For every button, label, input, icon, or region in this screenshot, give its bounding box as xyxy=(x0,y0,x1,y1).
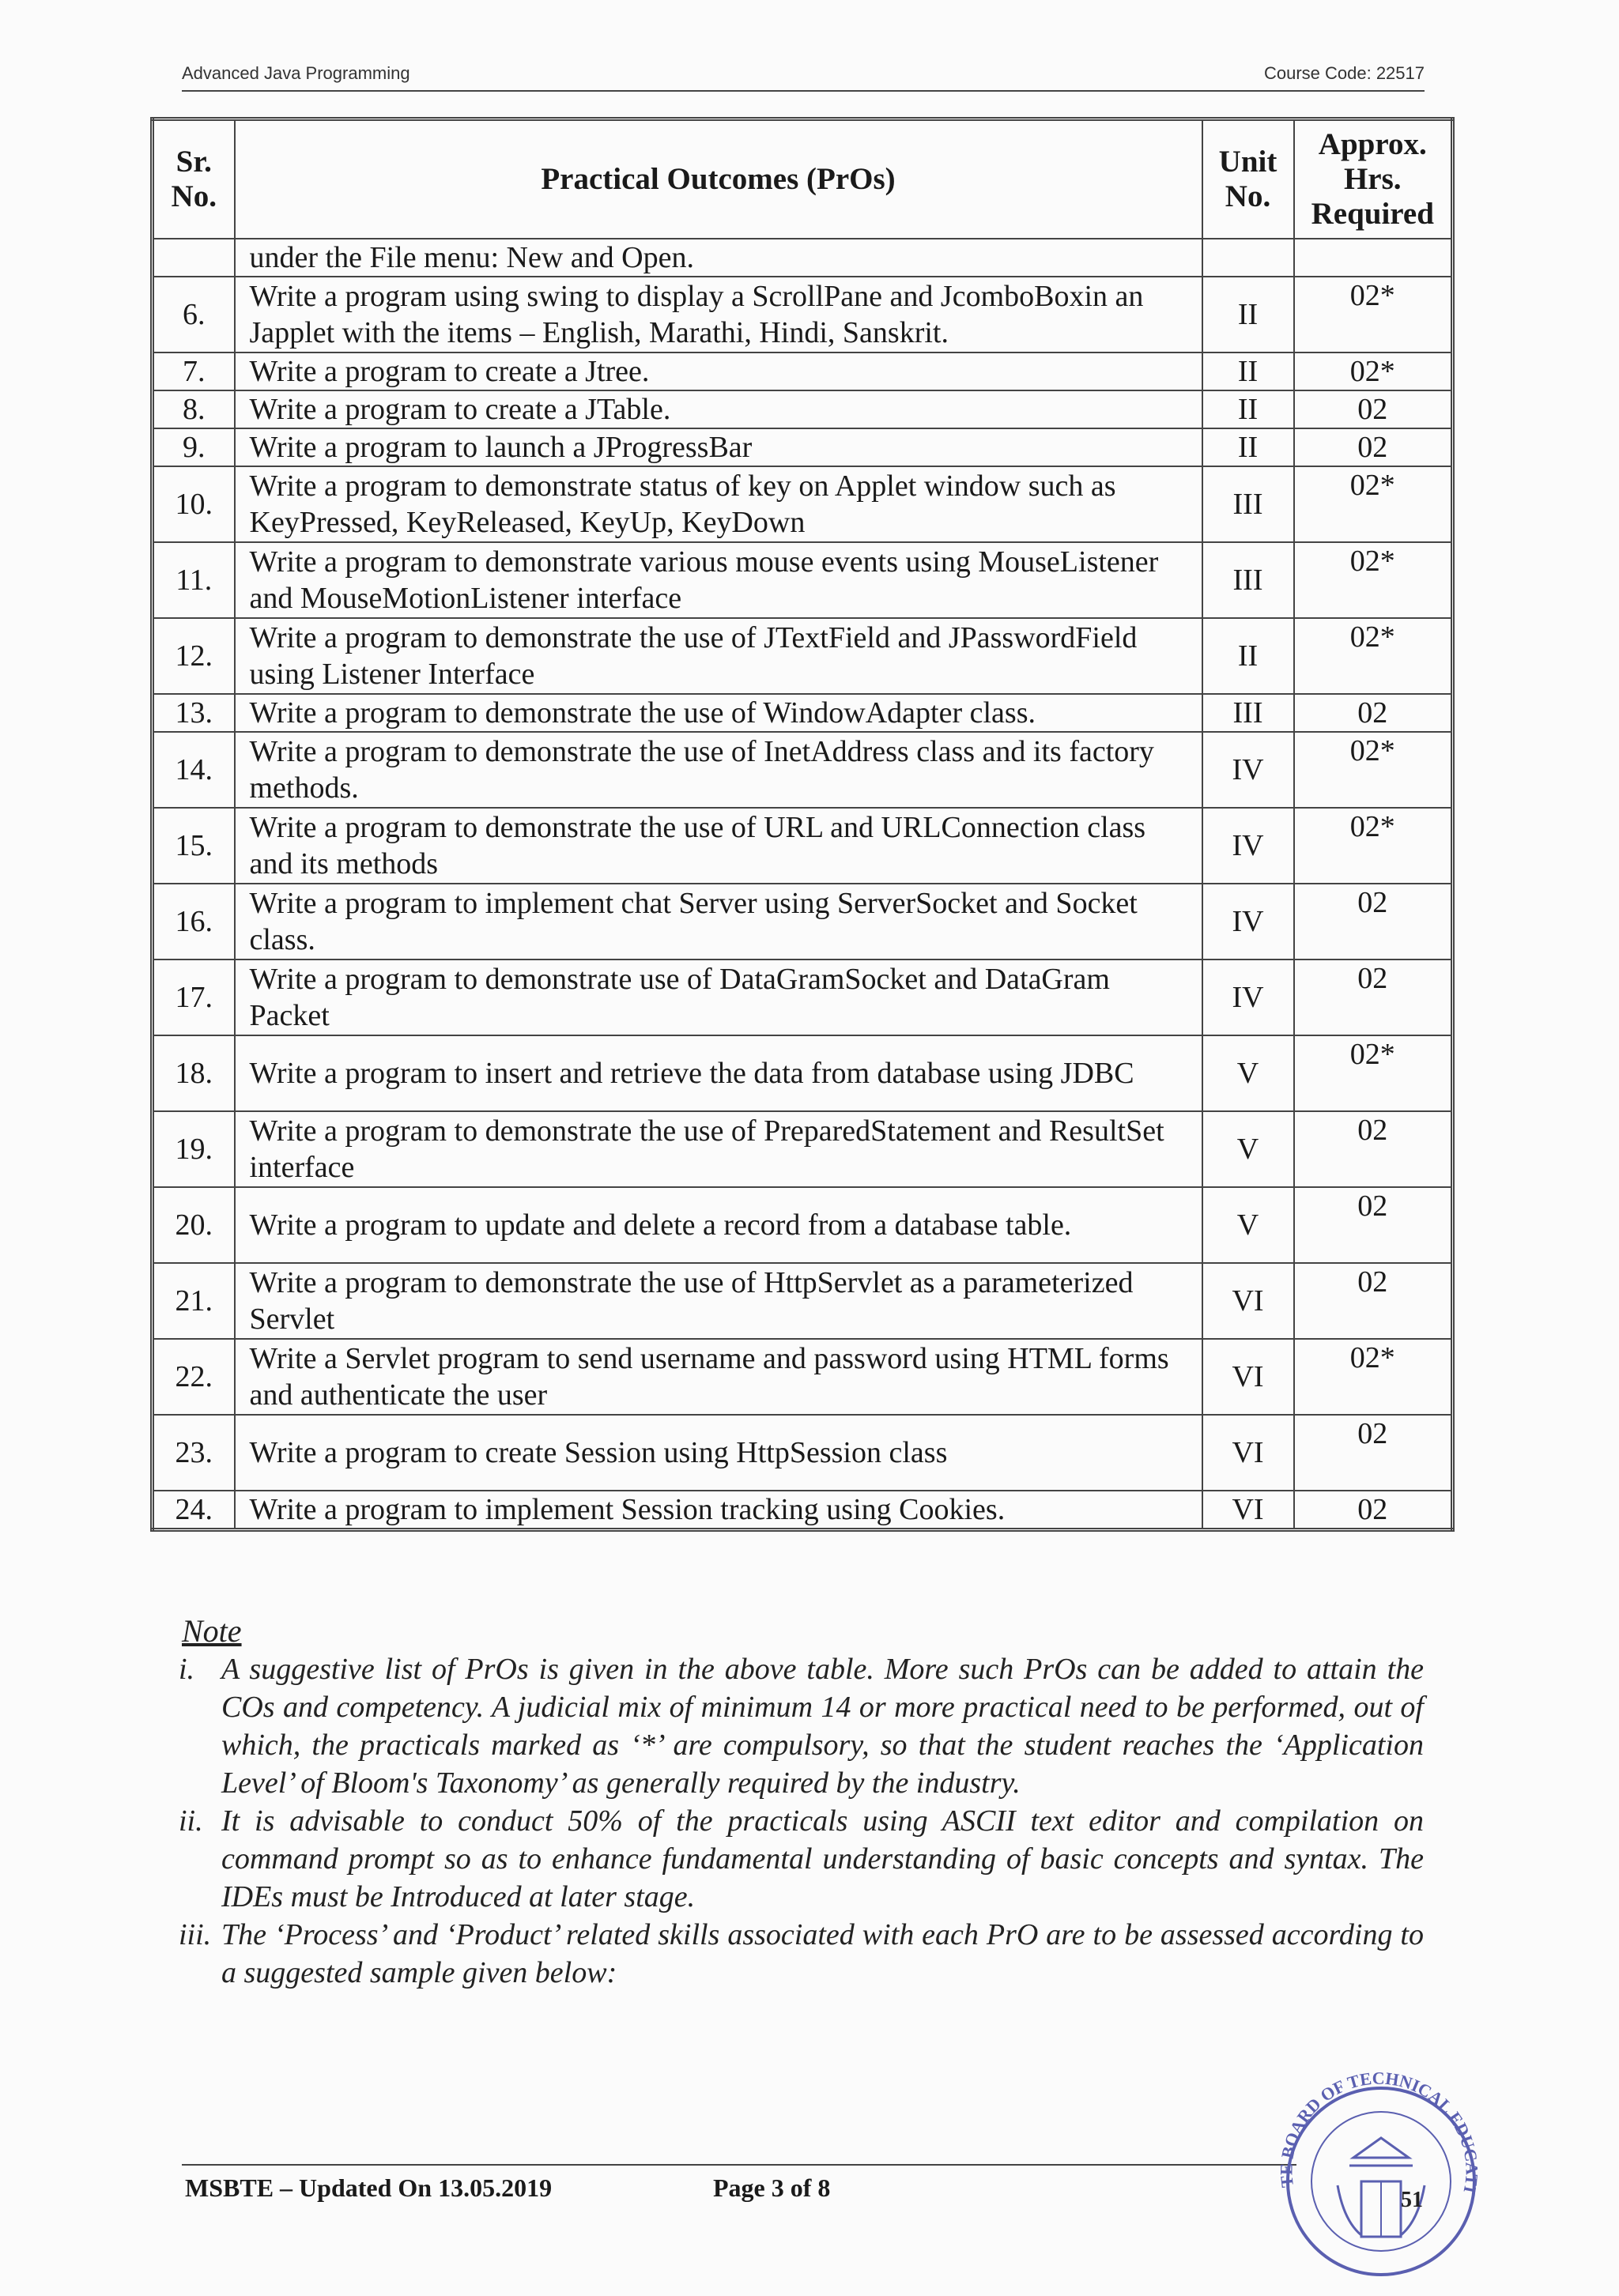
row-hrs: 02* xyxy=(1294,542,1453,618)
row-sr: 20. xyxy=(153,1187,235,1263)
row-sr: 17. xyxy=(153,959,235,1035)
row-sr: 23. xyxy=(153,1415,235,1491)
table-row xyxy=(153,732,1453,808)
note-item xyxy=(179,1916,1424,1992)
row-pro: Write a program using swing to display a ScrollPane and JcomboBoxin an Japplet with the items – English, Marathi, Hindi, Sanskrit. xyxy=(235,277,1202,353)
table-row xyxy=(153,428,1453,466)
row-unit: II xyxy=(1202,428,1294,466)
row-pro: Write a program to create a Jtree. xyxy=(235,353,1202,390)
row-pro: Write a program to demonstrate various mouse events using MouseListener and MouseMotionListener interface xyxy=(235,542,1202,618)
row-unit: II xyxy=(1202,277,1294,353)
row-pro: under the File menu: New and Open. xyxy=(235,239,1202,277)
table-row xyxy=(153,1263,1453,1339)
row-unit xyxy=(1202,239,1294,277)
note-number: iii. xyxy=(179,1918,212,1951)
table-row xyxy=(153,959,1453,1035)
row-pro: Write a program to demonstrate use of DataGramSocket and DataGram Packet xyxy=(235,959,1202,1035)
course-code: Course Code: 22517 xyxy=(1263,63,1425,83)
row-unit: V xyxy=(1202,1111,1294,1187)
row-pro: Write a program to demonstrate the use of PreparedStatement and ResultSet interface xyxy=(235,1111,1202,1187)
row-sr: 24. xyxy=(153,1491,235,1530)
row-pro: Write a program to demonstrate the use of URL and URLConnection class and its methods xyxy=(235,808,1202,884)
note-number: i. xyxy=(179,1653,195,1686)
row-sr: 9. xyxy=(153,428,235,466)
row-pro: Write a program to launch a JProgressBar xyxy=(235,428,1202,466)
row-hrs: 02 xyxy=(1294,1187,1453,1263)
row-pro: Write a program to implement chat Server using ServerSocket and Socket class. xyxy=(235,884,1202,959)
row-unit: V xyxy=(1202,1187,1294,1263)
row-unit: II xyxy=(1202,353,1294,390)
row-hrs: 02* xyxy=(1294,1035,1453,1111)
row-pro: Write a program to create a JTable. xyxy=(235,390,1202,428)
row-unit: IV xyxy=(1202,732,1294,808)
table-row xyxy=(153,808,1453,884)
row-unit: VI xyxy=(1202,1339,1294,1415)
row-sr: 21. xyxy=(153,1263,235,1339)
row-hrs: 02* xyxy=(1294,1339,1453,1415)
row-hrs: 02* xyxy=(1294,618,1453,694)
table-row xyxy=(153,1111,1453,1187)
note-text: The ‘Process’ and ‘Product’ related skills associated with each PrO are to be assessed according to a suggested sample given below: xyxy=(221,1918,1424,1989)
row-hrs: 02 xyxy=(1294,884,1453,959)
row-sr: 12. xyxy=(153,618,235,694)
row-unit: II xyxy=(1202,618,1294,694)
seal-page-stamp: 51 xyxy=(1401,2188,1423,2212)
row-pro: Write a program to demonstrate the use of WindowAdapter class. xyxy=(235,694,1202,732)
table-row xyxy=(153,1035,1453,1111)
row-hrs: 02 xyxy=(1294,390,1453,428)
row-sr: 8. xyxy=(153,390,235,428)
table-row xyxy=(153,1339,1453,1415)
row-pro: Write a program to demonstrate status of key on Applet window such as KeyPressed, KeyReleased, KeyUp, KeyDown xyxy=(235,466,1202,542)
row-unit: IV xyxy=(1202,884,1294,959)
row-sr: 18. xyxy=(153,1035,235,1111)
row-sr: 10. xyxy=(153,466,235,542)
table-row xyxy=(153,466,1453,542)
row-unit: IV xyxy=(1202,808,1294,884)
row-unit: IV xyxy=(1202,959,1294,1035)
col-header-hrs: Approx. Hrs. Required xyxy=(1294,119,1453,239)
row-pro: Write a program to demonstrate the use of JTextField and JPasswordField using Listener Interface xyxy=(235,618,1202,694)
table-row xyxy=(153,353,1453,390)
notes-section xyxy=(179,1612,1424,1992)
row-hrs: 02 xyxy=(1294,959,1453,1035)
page-number: Page 3 of 8 xyxy=(713,2173,831,2202)
row-sr: 19. xyxy=(153,1111,235,1187)
row-sr xyxy=(153,239,235,277)
table-body xyxy=(153,239,1453,1530)
svg-text:STATE BOARD OF TECHNICAL EDUCA xyxy=(1251,2055,1482,2195)
subject-title: Advanced Java Programming xyxy=(182,63,410,83)
table-row xyxy=(153,1415,1453,1491)
row-pro: Write a program to update and delete a record from a database table. xyxy=(235,1187,1202,1263)
row-unit: III xyxy=(1202,542,1294,618)
row-hrs xyxy=(1294,239,1453,277)
seal-stamp-icon xyxy=(1251,2055,1504,2292)
table-row xyxy=(153,884,1453,959)
row-sr: 11. xyxy=(153,542,235,618)
row-hrs: 02 xyxy=(1294,1415,1453,1491)
row-unit: III xyxy=(1202,466,1294,542)
table-row xyxy=(153,542,1453,618)
row-unit: II xyxy=(1202,390,1294,428)
row-sr: 22. xyxy=(153,1339,235,1415)
practical-outcomes-table xyxy=(150,117,1455,1532)
col-header-unit: Unit No. xyxy=(1202,119,1294,239)
page-footer xyxy=(182,2164,1296,2208)
row-hrs: 02* xyxy=(1294,732,1453,808)
col-header-sr: Sr. No. xyxy=(153,119,235,239)
note-item xyxy=(179,1802,1424,1916)
table-row xyxy=(153,694,1453,732)
row-pro: Write a program to create Session using HttpSession class xyxy=(235,1415,1202,1491)
row-pro: Write a program to insert and retrieve the data from database using JDBC xyxy=(235,1035,1202,1111)
row-unit: VI xyxy=(1202,1263,1294,1339)
notes-title: Note xyxy=(182,1613,242,1649)
note-text: A suggestive list of PrOs is given in the above table. More such PrOs can be added to attain the COs and competency. A judicial mix of minimum 14 or more practical need to be performed, out of which, the practicals marked as ‘*’ are compulsory, so that the student reaches the ‘Application Level’ of Bloom's Taxonomy’ as generally required by the industry. xyxy=(221,1653,1424,1800)
row-unit: V xyxy=(1202,1035,1294,1111)
row-sr: 7. xyxy=(153,353,235,390)
col-header-pro: Practical Outcomes (PrOs) xyxy=(235,119,1202,239)
note-number: ii. xyxy=(179,1804,203,1838)
table-row xyxy=(153,1187,1453,1263)
row-hrs: 02 xyxy=(1294,1111,1453,1187)
row-sr: 15. xyxy=(153,808,235,884)
table-row xyxy=(153,1491,1453,1530)
table-row xyxy=(153,277,1453,353)
row-unit: VI xyxy=(1202,1415,1294,1491)
row-pro: Write a program to demonstrate the use of HttpServlet as a parameterized Servlet xyxy=(235,1263,1202,1339)
page-header xyxy=(182,55,1425,92)
table-row xyxy=(153,618,1453,694)
row-hrs: 02 xyxy=(1294,428,1453,466)
row-hrs: 02* xyxy=(1294,466,1453,542)
row-sr: 6. xyxy=(153,277,235,353)
row-hrs: 02* xyxy=(1294,277,1453,353)
board-seal xyxy=(1251,2055,1504,2292)
update-date: MSBTE – Updated On 13.05.2019 xyxy=(185,2173,553,2202)
row-unit: VI xyxy=(1202,1491,1294,1530)
row-hrs: 02 xyxy=(1294,694,1453,732)
row-sr: 16. xyxy=(153,884,235,959)
row-hrs: 02* xyxy=(1294,353,1453,390)
row-pro: Write a program to implement Session tracking using Cookies. xyxy=(235,1491,1202,1530)
row-pro: Write a program to demonstrate the use of InetAddress class and its factory methods. xyxy=(235,732,1202,808)
row-hrs: 02 xyxy=(1294,1491,1453,1530)
note-text: It is advisable to conduct 50% of the practicals using ASCII text editor and compilation on command prompt so as to enhance fundamental understanding of basic concepts and syntax. The IDEs must be Introduced at later stage. xyxy=(221,1804,1424,1913)
row-hrs: 02 xyxy=(1294,1263,1453,1339)
table-row xyxy=(153,390,1453,428)
row-sr: 13. xyxy=(153,694,235,732)
row-pro: Write a Servlet program to send username and password using HTML forms and authenticate the user xyxy=(235,1339,1202,1415)
table-row xyxy=(153,239,1453,277)
table-header-row xyxy=(153,119,1453,239)
row-sr: 14. xyxy=(153,732,235,808)
row-hrs: 02* xyxy=(1294,808,1453,884)
row-unit: III xyxy=(1202,694,1294,732)
seal-text: TE BOARD OF TECHNICAL EDUCATI xyxy=(1276,2068,1482,2196)
note-item xyxy=(179,1650,1424,1802)
